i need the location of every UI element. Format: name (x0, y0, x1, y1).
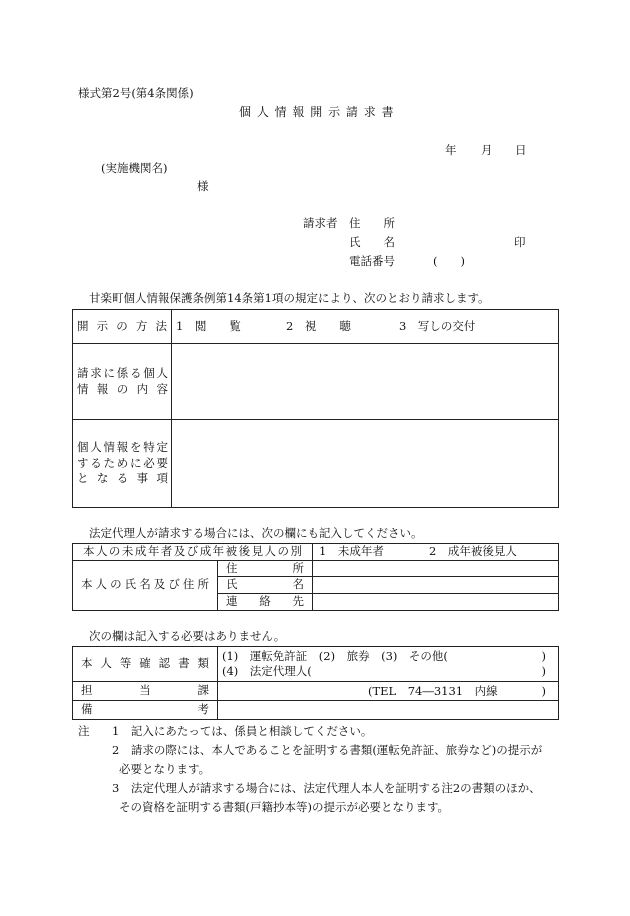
staff-tel-close: ) (541, 683, 546, 698)
category-row (73, 544, 559, 561)
remarks-field[interactable] (218, 701, 559, 720)
method-row (73, 310, 559, 344)
method-label: 開示の方法 (73, 310, 172, 344)
method-option-copy[interactable]: 3 写しの交付 (399, 318, 476, 333)
note-item-2-cont: 必要となります。 (119, 762, 211, 776)
category-options[interactable] (313, 544, 559, 561)
recipient-agency: (実施機関名) (101, 161, 168, 175)
remarks-row (73, 701, 559, 720)
person-address-row (73, 560, 559, 577)
id-docs-row (73, 647, 559, 682)
category-option-ward[interactable]: 2 成年被後見人 (429, 544, 517, 558)
seal-mark: 印 (514, 235, 526, 249)
note-item-3: 3 法定代理人が請求する場合には、法定代理人本人を証明する注2の書類のほか、 (112, 781, 541, 795)
specify-field[interactable] (172, 420, 559, 508)
person-contact-field[interactable] (313, 593, 559, 610)
method-options[interactable] (172, 310, 559, 344)
person-address-label: 住所 (218, 560, 313, 577)
specify-label: 個人情報を特定するために必要となる事項 (73, 420, 172, 508)
person-address-field[interactable] (313, 560, 559, 577)
note-item-2: 2 請求の際には、本人であることを証明する書類(運転免許証、旅券など)の提示が (112, 743, 543, 757)
method-option-listen[interactable]: 2 視 聴 (286, 318, 351, 333)
person-name-label: 氏名 (218, 577, 313, 594)
date-year: 年 (445, 143, 457, 157)
form-number: 様式第2号(第4条関係) (78, 86, 194, 100)
person-contact-label: 連絡先 (218, 593, 313, 610)
office-note: 次の欄は記入する必要はありません。 (89, 629, 286, 643)
staff-field[interactable] (218, 682, 559, 701)
id-docs-label: 本人等確認書類 (73, 647, 218, 682)
staff-label: 担当課 (73, 682, 218, 701)
date-day: 日 (515, 143, 527, 157)
remarks-label: 備考 (73, 701, 218, 720)
legal-rep-note: 法定代理人が請求する場合には、次の欄にも記入してください。 (89, 526, 423, 540)
note-item-1: 1 記入にあたっては、係員と相談してください。 (112, 724, 373, 738)
requester-name-label: 氏 名 (349, 235, 395, 249)
requester-address-label: 住 所 (349, 216, 395, 230)
requester-label: 請求者 (303, 216, 338, 230)
category-option-minor[interactable]: 1 未成年者 (319, 544, 384, 558)
legal-rep-table (72, 543, 559, 611)
office-table (72, 646, 559, 720)
content-label: 請求に係る個人情報の内容 (73, 344, 172, 420)
method-option-view[interactable]: 1 閲 覧 (176, 318, 241, 333)
requester-phone-paren: ( ) (433, 254, 465, 268)
staff-row (73, 682, 559, 701)
page-title: 個 人 情 報 開 示 請 求 書 (239, 105, 395, 119)
category-label: 本人の未成年者及び成年被後見人の別 (73, 544, 313, 561)
id-docs-line2: (4) 法定代理人( (222, 664, 312, 678)
person-label: 本人の氏名及び住所 (73, 560, 218, 610)
staff-tel: (TEL 74―3131 内線 (368, 683, 498, 698)
date-month: 月 (481, 143, 493, 157)
note-item-3-cont: その資格を証明する書類(戸籍抄本等)の提示が必要となります。 (119, 800, 450, 814)
requester-phone-label: 電話番号 (349, 254, 395, 268)
intro-text: 甘楽町個人情報保護条例第14条第1項の規定により、次のとおり請求します。 (89, 291, 490, 305)
id-docs-options[interactable] (218, 647, 559, 682)
request-table (72, 309, 559, 508)
content-row (73, 344, 559, 420)
recipient-honorific: 様 (197, 179, 209, 193)
person-name-field[interactable] (313, 577, 559, 594)
content-field[interactable] (172, 344, 559, 420)
notes-heading: 注 (78, 724, 90, 738)
id-docs-line2-close: ) (541, 664, 546, 678)
id-docs-line1: (1) 運転免許証 (2) 旅券 (3) その他( (222, 649, 448, 663)
specify-row (73, 420, 559, 508)
id-docs-line1-close: ) (541, 649, 546, 663)
